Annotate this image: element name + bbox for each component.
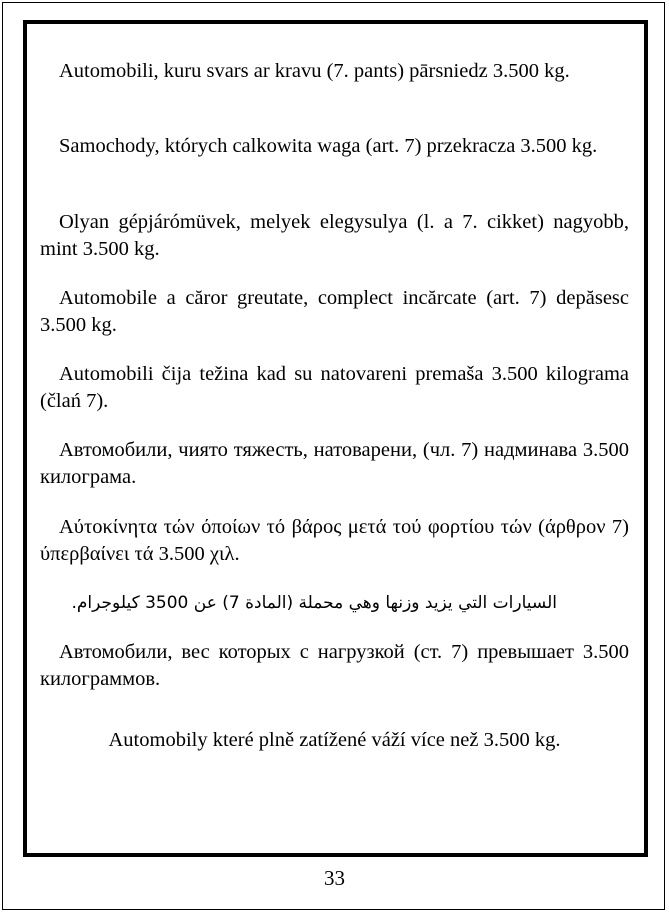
paragraph-polish: Samochody, których calkowita waga (art. 7) przekracza 3.500 kg. xyxy=(59,135,598,157)
paragraph-latvian: Automobili, kuru svars ar kravu (7. pants) pārsniedz 3.500 kg. xyxy=(59,60,570,82)
paragraph-russian: Автомобили, вес которых с нагрузкой (ст. 7) превышает 3.500 килограммов. xyxy=(40,641,629,690)
page-number: 33 xyxy=(324,866,345,890)
paragraph-romanian: Automobile a căror greutate, complect incărcate (art. 7) depăsesc 3.500 kg. xyxy=(40,287,629,336)
paragraph-arabic: السيارات التي يزيد وزنها وهي محملة (المادة 7) عن 3500 كيلوجرام. xyxy=(71,593,557,613)
paragraph-hungarian: Olyan gépjárómüvek, melyek elegysulya (l. a 7. cikket) nagyobb, mint 3.500 kg. xyxy=(40,211,629,260)
paragraph-serbocroatian: Automobili čija težina kad su natovareni premaša 3.500 kilograma (člań 7). xyxy=(40,363,629,412)
paragraph-greek: Αύτοκίνητα τών όποίων τό βάρος μετά τού φορτίου τών (άρθρον 7) ύπερβαίνει τά 3.500 χιλ. xyxy=(40,516,629,565)
paragraph-bulgarian: Автомобили, чиято тяжесть, натоварени, (чл. 7) надминава 3.500 килограма. xyxy=(40,439,629,488)
paragraph-czech: Automobily které plně zatížené váží více než 3.500 kg. xyxy=(108,729,561,751)
